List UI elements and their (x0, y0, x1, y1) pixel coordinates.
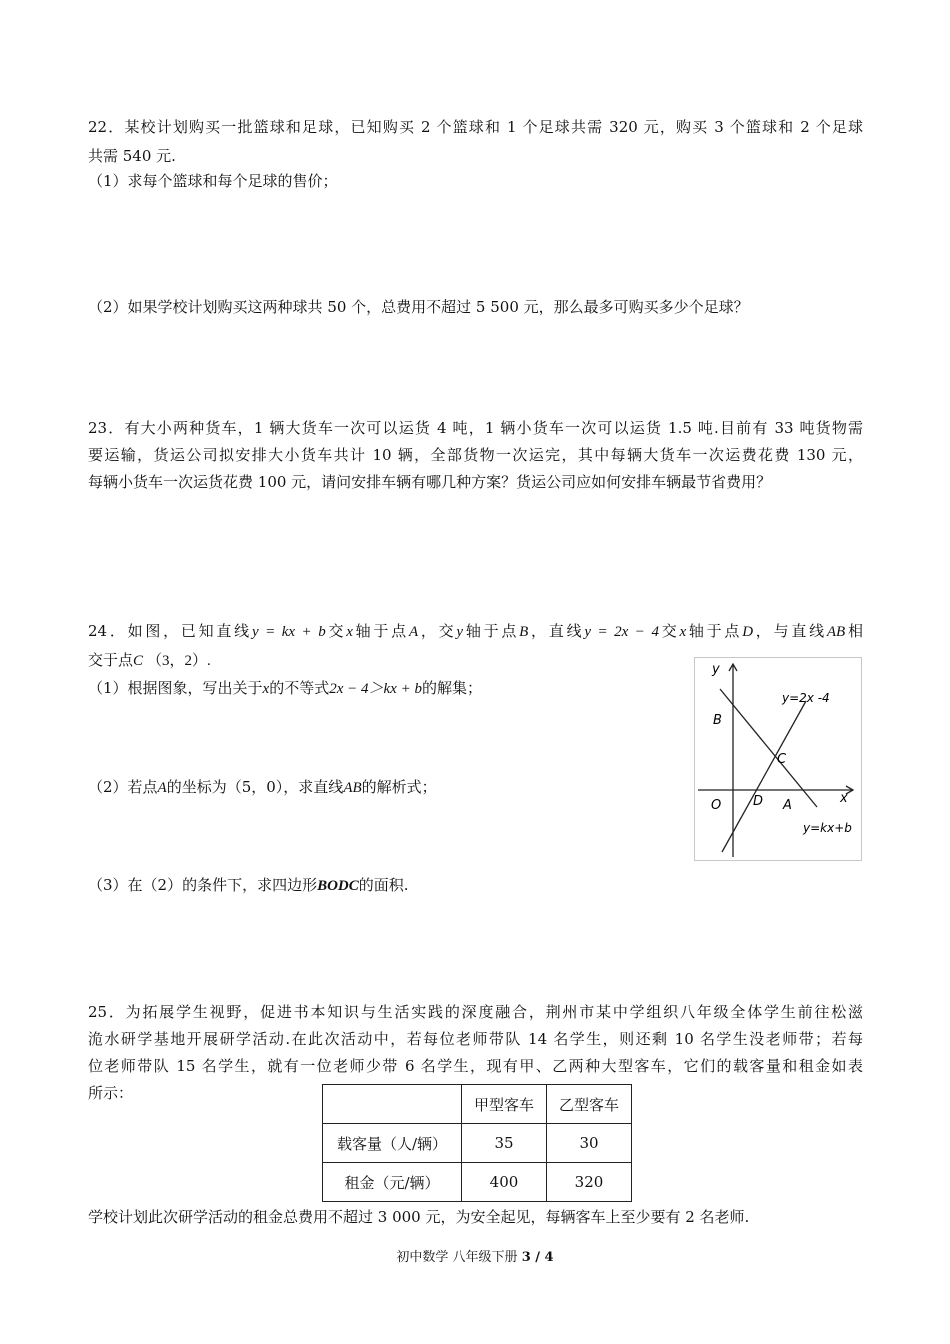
inequality: 2x − 4＞kx + b (329, 681, 422, 697)
y-axis-label: y (712, 662, 720, 677)
q23-line-3: 每辆小货车一次运货花费 100 元，请问安排车辆有哪几种方案？货运公司应如何安排车辆最节省费用？ (88, 473, 772, 491)
q22-line-2: 共需 540 元. (88, 147, 176, 165)
table-row (323, 1163, 632, 1202)
q24-part-1: （1）根据图象，写出关于x的不等式2x − 4＞kx + b的解集； (88, 679, 482, 697)
line-kx-b-label: y=kx+b (803, 821, 852, 835)
q25-line-2: 洈水研学基地开展研学活动.在此次活动中，若每位老师带队 14 名学生，则还剩 10 名学生没老师带；若每 (88, 1030, 863, 1048)
table-cell: 载客量（人/辆） (323, 1124, 462, 1163)
q23-line-1: 23．有大小两种货车，1 辆大货车一次可以运货 4 吨，1 辆小货车一次可以运货 1.5 吨.目前有 33 吨货物需 (88, 419, 863, 437)
q25-line-3: 位老师带队 15 名学生，就有一位老师少带 6 名学生，现有甲、乙两种大型客车，它们的载客量和租金如表 (88, 1057, 863, 1075)
q24-line-1: 24．如图，已知直线y = kx + b交x轴于点A，交y轴于点B，直线y = 2x − 4交x轴于点D，与直线AB相 (88, 622, 863, 640)
page-number: 3 / 4 (521, 1250, 554, 1265)
point-B-label: B (519, 624, 529, 640)
point-C-label: C (133, 653, 144, 669)
equation-kx-b: y = kx + b (251, 624, 326, 640)
table-row (323, 1124, 632, 1163)
q23-line-2: 要运输，货运公司拟安排大小货车共计 10 辆，全部货物一次运完，其中每辆大货车一次运费花费 130 元， (88, 446, 863, 464)
table-header-cell (323, 1085, 462, 1124)
point-D-label: D (742, 624, 754, 640)
graph-point-D: D (753, 794, 764, 809)
table-cell: 30 (547, 1124, 632, 1163)
q24-part-3: （3）在（2）的条件下，求四边形BODC的面积. (88, 876, 409, 894)
q25-after-table: 学校计划此次研学活动的租金总费用不超过 3 000 元，为安全起见，每辆客车上至少要有 2 名老师. (88, 1208, 750, 1226)
q24-part-2: （2）若点A的坐标为（5，0），求直线AB的解析式； (88, 778, 437, 796)
footer-text: 初中数学 八年级下册 (396, 1250, 522, 1265)
q22-part-2: （2）如果学校计划购买这两种球共 50 个，总费用不超过 5 500 元，那么最多可购买多少个足球？ (88, 298, 749, 316)
table-cell: 320 (547, 1163, 632, 1202)
point-A-label: A (408, 624, 419, 640)
line-AB-label: AB (826, 624, 846, 640)
q25-line-4: 所示： (88, 1084, 134, 1102)
graph-point-C: C (777, 752, 787, 767)
graph-point-A: A (783, 798, 792, 813)
x-axis-label: x (840, 791, 848, 806)
table-cell: 35 (462, 1124, 547, 1163)
q24-number: 24．如图，已知直线 (88, 622, 252, 640)
equation-2x-4: y = 2x − 4 (584, 624, 659, 640)
q22-line-1: 22．某校计划购买一批篮球和足球，已知购买 2 个篮球和 1 个足球共需 320 元，购买 3 个篮球和 2 个足球 (88, 118, 863, 136)
table-header-row (323, 1085, 632, 1124)
rental-table (322, 1084, 632, 1202)
table-cell: 400 (462, 1163, 547, 1202)
coordinate-graph (694, 657, 862, 861)
table-cell: 租金（元/辆） (323, 1163, 462, 1202)
graph-point-B: B (713, 713, 722, 728)
page-footer (0, 1246, 950, 1265)
q22-part-1: （1）求每个篮球和每个足球的售价； (88, 172, 338, 190)
quadrilateral-label: BODC (317, 878, 359, 894)
origin-label: O (711, 798, 722, 813)
table-header-cell: 乙型客车 (547, 1085, 632, 1124)
q24-line-2: 交于点C （3，2）. (88, 651, 211, 669)
table-header-cell: 甲型客车 (462, 1085, 547, 1124)
line-2x-4-label: y=2x -4 (782, 691, 830, 705)
q25-line-1: 25．为拓展学生视野，促进书本知识与生活实践的深度融合，荆州市某中学组织八年级全体学生前往松滋 (88, 1003, 863, 1021)
